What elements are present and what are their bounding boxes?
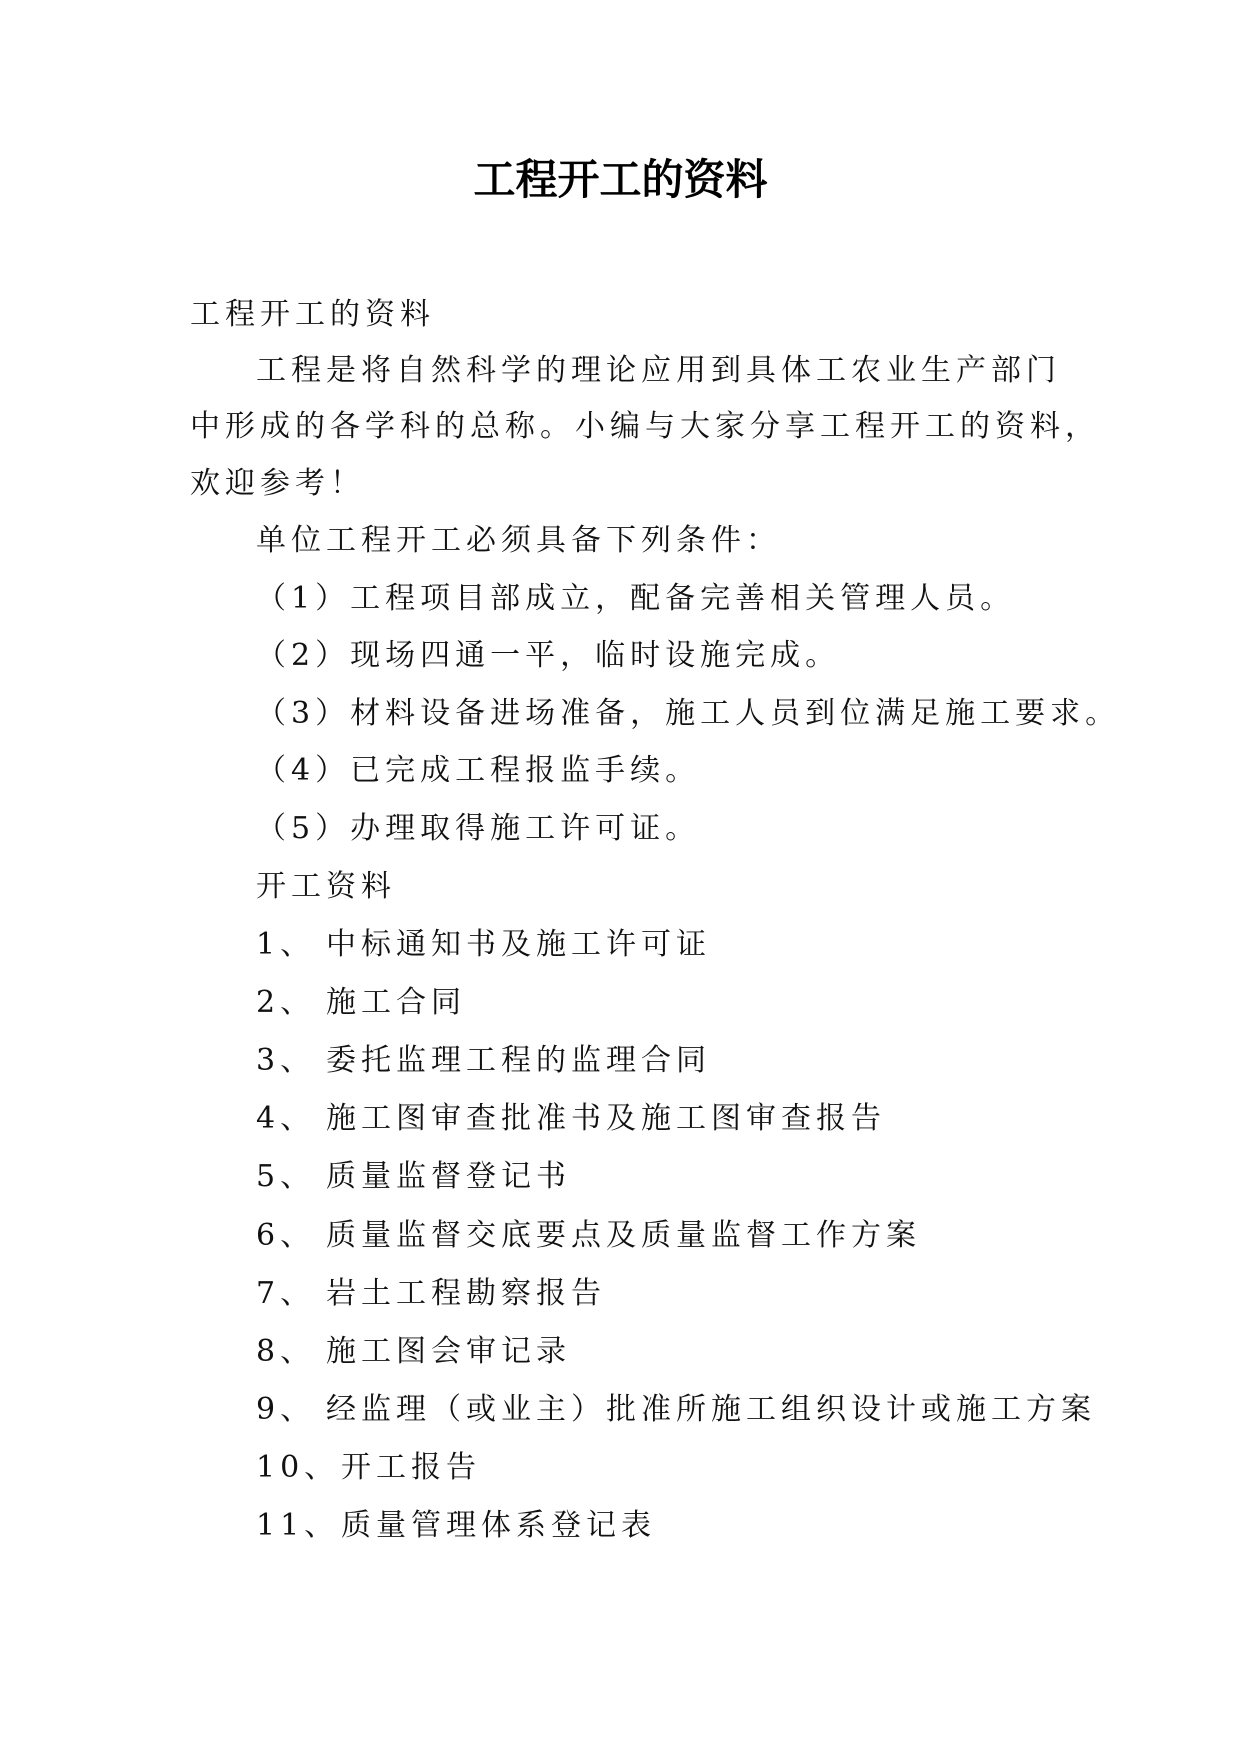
list-number: 7、 [256, 1276, 316, 1311]
list-number: 11、 [256, 1508, 340, 1543]
list-text: 施工图审查批准书及施工图审查报告 [326, 1101, 886, 1136]
subtitle: 工程开工的资料 [190, 297, 435, 332]
list-text: 岩土工程勘察报告 [326, 1276, 606, 1311]
list-number: 3、 [256, 1043, 316, 1078]
materials-item-6 [256, 1214, 921, 1258]
intro-line-2: 中形成的各学科的总称。小编与大家分享工程开工的资料， [190, 409, 1100, 444]
materials-heading: 开工资料 [256, 869, 396, 904]
list-text: 质量监督登记书 [326, 1159, 571, 1194]
page-title: 工程开工的资料 [473, 155, 768, 204]
list-text: 开工报告 [341, 1450, 481, 1485]
condition-item-3: （3）材料设备进场准备，施工人员到位满足施工要求。 [256, 696, 1121, 731]
list-number: 10、 [256, 1450, 340, 1485]
intro-line-3: 欢迎参考！ [190, 466, 365, 501]
materials-item-3 [256, 1039, 711, 1083]
materials-item-8 [256, 1330, 571, 1374]
materials-item-2 [256, 981, 466, 1025]
materials-item-9 [256, 1388, 1096, 1432]
materials-item-1 [256, 923, 711, 967]
condition-item-4: （4）已完成工程报监手续。 [256, 753, 701, 788]
materials-item-11 [256, 1504, 656, 1548]
materials-item-4 [256, 1097, 886, 1141]
condition-item-5: （5）办理取得施工许可证。 [256, 811, 701, 846]
list-number: 1、 [256, 927, 316, 962]
list-number: 8、 [256, 1334, 316, 1369]
list-number: 5、 [256, 1159, 316, 1194]
list-text: 中标通知书及施工许可证 [326, 927, 711, 962]
condition-item-1: （1）工程项目部成立，配备完善相关管理人员。 [256, 581, 1016, 616]
list-number: 2、 [256, 985, 316, 1020]
list-text: 经监理（或业主）批准所施工组织设计或施工方案 [326, 1392, 1096, 1427]
list-text: 质量管理体系登记表 [341, 1508, 656, 1543]
materials-item-5 [256, 1155, 571, 1199]
intro-line-1: 工程是将自然科学的理论应用到具体工农业生产部门 [256, 353, 1061, 388]
materials-item-7 [256, 1272, 606, 1316]
list-text: 施工图会审记录 [326, 1334, 571, 1369]
list-number: 9、 [256, 1392, 316, 1427]
condition-item-2: （2）现场四通一平，临时设施完成。 [256, 638, 841, 673]
list-number: 6、 [256, 1218, 316, 1253]
list-number: 4、 [256, 1101, 316, 1136]
conditions-heading: 单位工程开工必须具备下列条件： [256, 523, 781, 558]
list-text: 质量监督交底要点及质量监督工作方案 [326, 1218, 921, 1253]
materials-item-10 [256, 1446, 481, 1490]
list-text: 施工合同 [326, 985, 466, 1020]
list-text: 委托监理工程的监理合同 [326, 1043, 711, 1078]
